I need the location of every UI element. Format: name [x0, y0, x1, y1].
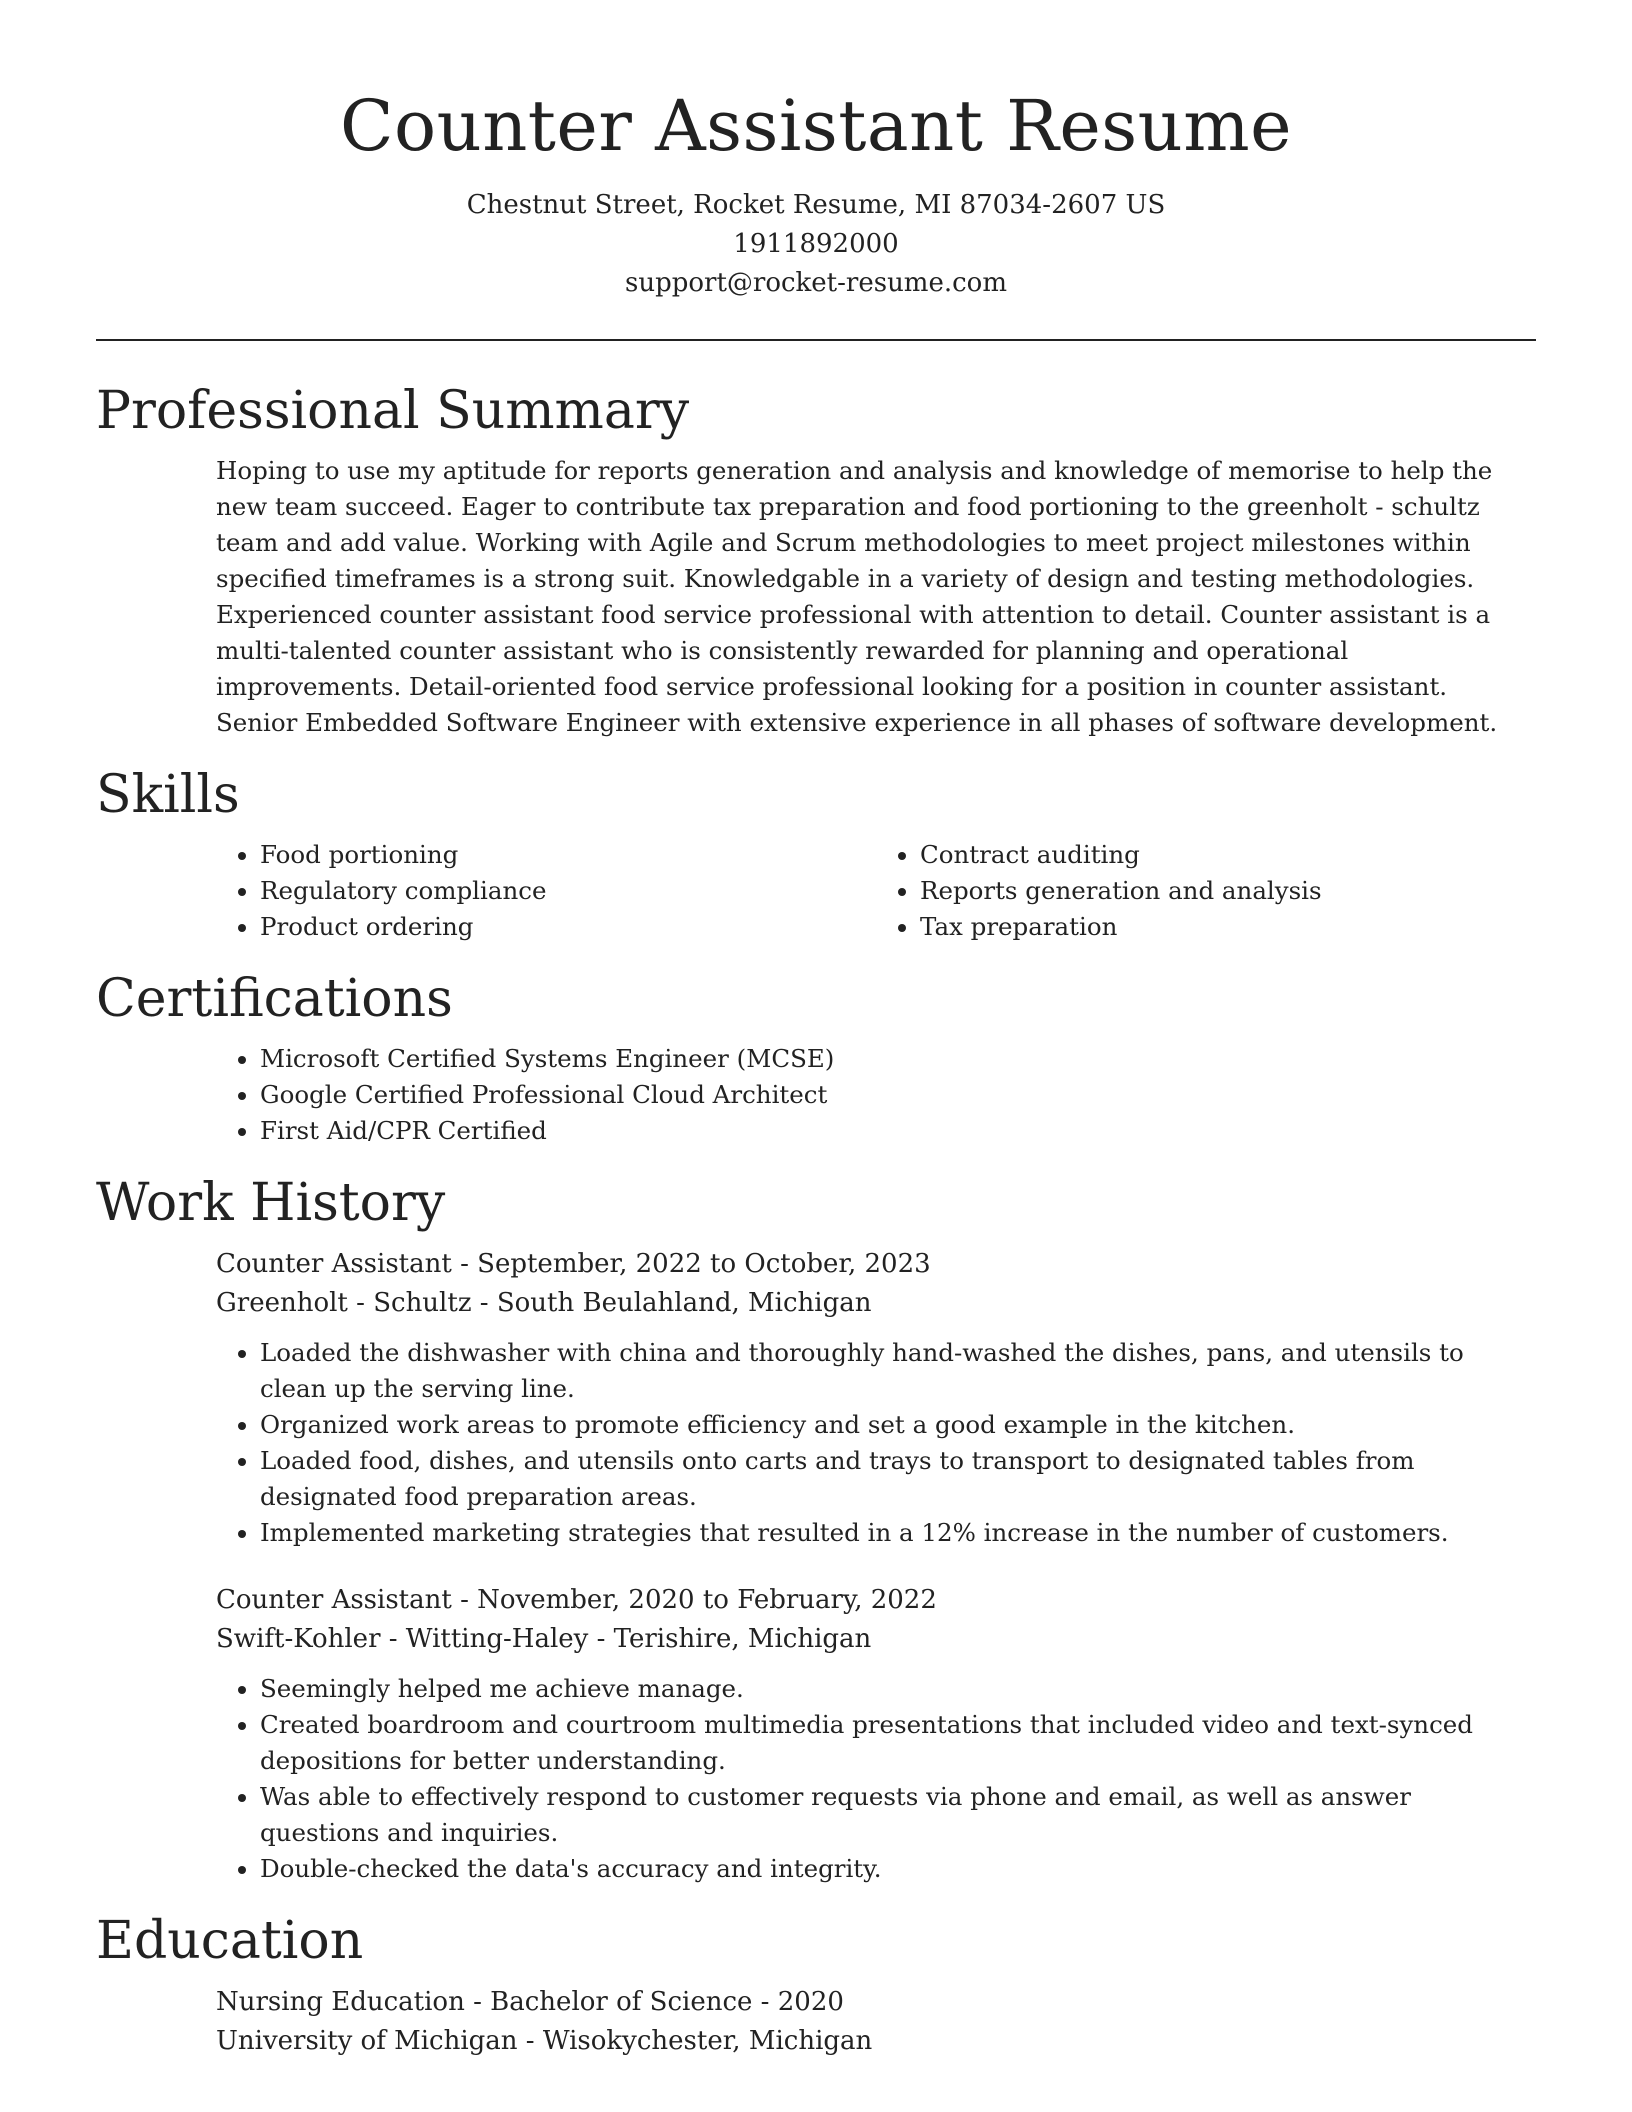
- job-bullet: • Implemented marketing strategies that resulted in a 12% increase in the number of customers.: [260, 1515, 1536, 1551]
- skills-column-left: [216, 837, 876, 945]
- job-bullet: • Created boardroom and courtroom multimedia presentations that included video and text-synced depositions for better understanding.: [260, 1707, 1536, 1779]
- skills-section: [96, 763, 1536, 945]
- job-bullets: [216, 1335, 1536, 1551]
- skill-item: • Food portioning: [260, 837, 876, 873]
- skills-column-right: [876, 837, 1536, 945]
- job-bullet: • Loaded food, dishes, and utensils onto carts and trays to transport to designated tables from designated food preparation areas.: [260, 1443, 1536, 1515]
- job-bullet: • Loaded the dishwasher with china and thoroughly hand-washed the dishes, pans, and utensils to clean up the serving line.: [260, 1335, 1536, 1407]
- contact-block: [96, 186, 1536, 303]
- school-line: University of Michigan - Wisokychester, Michigan: [216, 2026, 873, 2056]
- job-company-line: Swift-Kohler - Witting-Haley - Terishire, Michigan: [216, 1624, 872, 1654]
- certifications-list-wrap: [216, 1041, 1536, 1149]
- header-divider: [96, 339, 1536, 341]
- education-section: [96, 1909, 1536, 2061]
- certification-item: • First Aid/CPR Certified: [260, 1113, 1536, 1149]
- job-title-line: Counter Assistant - November, 2020 to February, 2022: [216, 1585, 937, 1615]
- certifications-heading: Certifications: [96, 969, 453, 1029]
- job-bullet: • Organized work areas to promote efficiency and set a good example in the kitchen.: [260, 1407, 1536, 1443]
- skill-item: • Product ordering: [260, 909, 876, 945]
- certifications-list: [216, 1041, 1536, 1149]
- job-company-line: Greenholt - Schultz - South Beulahland, Michigan: [216, 1288, 872, 1318]
- certification-item: • Google Certified Professional Cloud Architect: [260, 1077, 1536, 1113]
- resume-title: Counter Assistant Resume: [339, 85, 1293, 167]
- job-bullet: • Seemingly helped me achieve manage.: [260, 1671, 1536, 1707]
- education-entry: [216, 1983, 1536, 2061]
- skills-heading: Skills: [96, 765, 240, 825]
- certification-item: • Microsoft Certified Systems Engineer (MCSE): [260, 1041, 1536, 1077]
- certifications-section: [96, 967, 1536, 1149]
- work-history-heading: Work History: [96, 1173, 446, 1233]
- summary-section: [96, 379, 1536, 741]
- address-text: Chestnut Street, Rocket Resume, MI 87034-2607 US: [466, 190, 1166, 220]
- job-bullets: [216, 1671, 1536, 1887]
- skill-item: • Reports generation and analysis: [920, 873, 1536, 909]
- skill-item: • Contract auditing: [920, 837, 1536, 873]
- education-heading: Education: [96, 1911, 364, 1971]
- job-entry: [216, 1581, 1536, 1887]
- summary-text: Hoping to use my aptitude for reports generation and analysis and knowledge of memorise to help the new team succeed. Eager to contribute tax preparation and food portioning to the greenholt - schultz team and add value. Working with Agile and Scrum methodologies to meet project milestones within specified timeframes is a strong suit. Knowledgable in a variety of design and testing methodologies. Experienced counter assistant food service professional with attention to detail. Counter assistant is a multi-talented counter assistant who is consistently rewarded for planning and operational improvements. Detail-oriented food service professional looking for a position in counter assistant. Senior Embedded Software Engineer with extensive experience in all phases of software development.: [216, 456, 1498, 737]
- resume-page: [96, 0, 1536, 2061]
- job-entry: [216, 1245, 1536, 1551]
- email-text: support@rocket-resume.com: [624, 268, 1007, 298]
- job-bullet: • Double-checked the data's accuracy and integrity.: [260, 1851, 1536, 1887]
- phone-text: 1911892000: [733, 229, 899, 259]
- job-title-line: Counter Assistant - September, 2022 to October, 2023: [216, 1249, 931, 1279]
- skill-item: • Regulatory compliance: [260, 873, 876, 909]
- skill-item: • Tax preparation: [920, 909, 1536, 945]
- summary-heading: Professional Summary: [96, 381, 690, 441]
- work-history-section: [96, 1171, 1536, 1887]
- degree-line: Nursing Education - Bachelor of Science - 2020: [216, 1987, 844, 2017]
- job-bullet: • Was able to effectively respond to customer requests via phone and email, as well as answer questions and inquiries.: [260, 1779, 1536, 1851]
- skills-grid: [216, 837, 1536, 945]
